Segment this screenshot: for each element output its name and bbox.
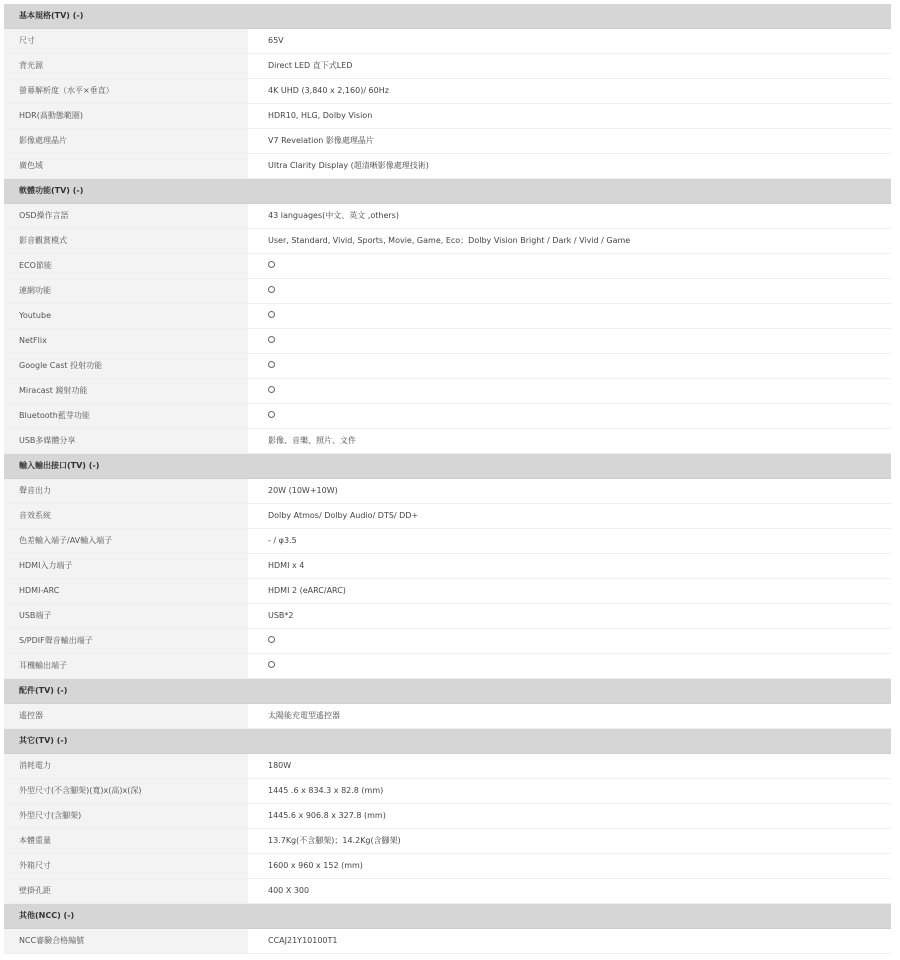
spec-value [249,304,891,328]
spec-value: - / φ3.5 [249,529,891,553]
circle-icon [268,336,275,343]
spec-value [249,654,891,678]
spec-label: Youtube [4,304,249,328]
spec-row [4,154,891,179]
spec-label: USB多媒體分享 [4,429,249,453]
spec-label: Miracast 鏡射功能 [4,379,249,403]
spec-label: 連網功能 [4,279,249,303]
spec-row [4,254,891,279]
spec-value [249,629,891,653]
spec-row [4,329,891,354]
spec-value: 43 languages(中文、英文 ,others) [249,204,891,228]
spec-row [4,129,891,154]
spec-value: User, Standard, Vivid, Sports, Movie, Game, Eco；Dolby Vision Bright / Dark / Vivid / Game [249,229,891,253]
spec-value: Direct LED 直下式LED [249,54,891,78]
spec-table [4,4,891,954]
spec-row [4,54,891,79]
section-header[interactable] [4,179,891,204]
spec-label: Google Cast 投射功能 [4,354,249,378]
spec-row [4,554,891,579]
spec-value: Ultra Clarity Display (超清晰影像處理技術) [249,154,891,178]
spec-row [4,104,891,129]
spec-value [249,254,891,278]
spec-value: 1445.6 x 906.8 x 327.8 (mm) [249,804,891,828]
spec-row [4,204,891,229]
spec-label: Bluetooth藍芽功能 [4,404,249,428]
spec-value: HDMI x 4 [249,554,891,578]
spec-value: 太陽能充電型遙控器 [249,704,891,728]
spec-label: 壁掛孔距 [4,879,249,903]
spec-value: V7 Revelation 影像處理晶片 [249,129,891,153]
spec-label: USB端子 [4,604,249,628]
spec-row [4,579,891,604]
spec-value: 4K UHD (3,840 x 2,160)/ 60Hz [249,79,891,103]
spec-row [4,604,891,629]
section-title: 其它(TV) (-) [19,736,68,745]
circle-icon [268,286,275,293]
spec-value: 影像、音樂、照片、文件 [249,429,891,453]
spec-label: 影音觀賞模式 [4,229,249,253]
circle-icon [268,661,275,668]
spec-row [4,79,891,104]
spec-label: 本體重量 [4,829,249,853]
spec-row [4,629,891,654]
spec-value: CCAJ21Y10100T1 [249,929,891,953]
circle-icon [268,311,275,318]
spec-value: 13.7Kg(不含腳架)；14.2Kg(含腳架) [249,829,891,853]
spec-label: HDR(高動態範圍) [4,104,249,128]
spec-value [249,379,891,403]
spec-row [4,829,891,854]
spec-label: HDMI入力端子 [4,554,249,578]
spec-label: 外型尺寸(含腳架) [4,804,249,828]
spec-label: OSD操作言語 [4,204,249,228]
spec-row [4,529,891,554]
section-title: 配件(TV) (-) [19,686,68,695]
spec-row [4,354,891,379]
section-header[interactable] [4,729,891,754]
section-title: 軟體功能(TV) (-) [19,186,84,195]
circle-icon [268,361,275,368]
section-title: 輸入輸出接口(TV) (-) [19,461,100,470]
spec-row [4,854,891,879]
spec-label: 尺寸 [4,29,249,53]
spec-value [249,329,891,353]
section-header[interactable] [4,454,891,479]
spec-row [4,404,891,429]
spec-row [4,754,891,779]
spec-row [4,654,891,679]
spec-row [4,279,891,304]
spec-value: Dolby Atmos/ Dolby Audio/ DTS/ DD+ [249,504,891,528]
spec-label: 外型尺寸(不含腳架)(寬)x(高)x(深) [4,779,249,803]
spec-row [4,29,891,54]
circle-icon [268,636,275,643]
section-title: 其他(NCC) (-) [19,911,75,920]
section-header[interactable] [4,4,891,29]
spec-row [4,779,891,804]
spec-label: 螢幕解析度（水平×垂直） [4,79,249,103]
spec-value: 180W [249,754,891,778]
spec-value: 65V [249,29,891,53]
spec-label: ECO節能 [4,254,249,278]
spec-label: 遙控器 [4,704,249,728]
spec-value: 1600 x 960 x 152 (mm) [249,854,891,878]
spec-label: NCC審驗合格編號 [4,929,249,953]
spec-row [4,479,891,504]
spec-value: 400 X 300 [249,879,891,903]
section-header[interactable] [4,904,891,929]
spec-value [249,354,891,378]
spec-label: S/PDIF聲音輸出端子 [4,629,249,653]
section-header[interactable] [4,679,891,704]
spec-label: 色差輸入端子/AV輸入端子 [4,529,249,553]
section-title: 基本規格(TV) (-) [19,11,84,20]
spec-row [4,704,891,729]
spec-label: HDMI-ARC [4,579,249,603]
circle-icon [268,411,275,418]
spec-value: HDR10, HLG, Dolby Vision [249,104,891,128]
spec-row [4,504,891,529]
spec-row [4,804,891,829]
spec-label: 背光源 [4,54,249,78]
spec-value: HDMI 2 (eARC/ARC) [249,579,891,603]
spec-value: 20W (10W+10W) [249,479,891,503]
spec-row [4,879,891,904]
spec-row [4,929,891,954]
spec-label: NetFlix [4,329,249,353]
spec-label: 外箱尺寸 [4,854,249,878]
spec-row [4,429,891,454]
circle-icon [268,386,275,393]
spec-label: 消耗電力 [4,754,249,778]
spec-row [4,304,891,329]
circle-icon [268,261,275,268]
spec-row [4,379,891,404]
spec-label: 耳機輸出端子 [4,654,249,678]
spec-value [249,279,891,303]
spec-label: 聲音出力 [4,479,249,503]
spec-label: 廣色域 [4,154,249,178]
spec-label: 影像處理晶片 [4,129,249,153]
spec-value: 1445 .6 x 834.3 x 82.8 (mm) [249,779,891,803]
spec-value [249,404,891,428]
spec-label: 音效系統 [4,504,249,528]
spec-value: USB*2 [249,604,891,628]
spec-row [4,229,891,254]
